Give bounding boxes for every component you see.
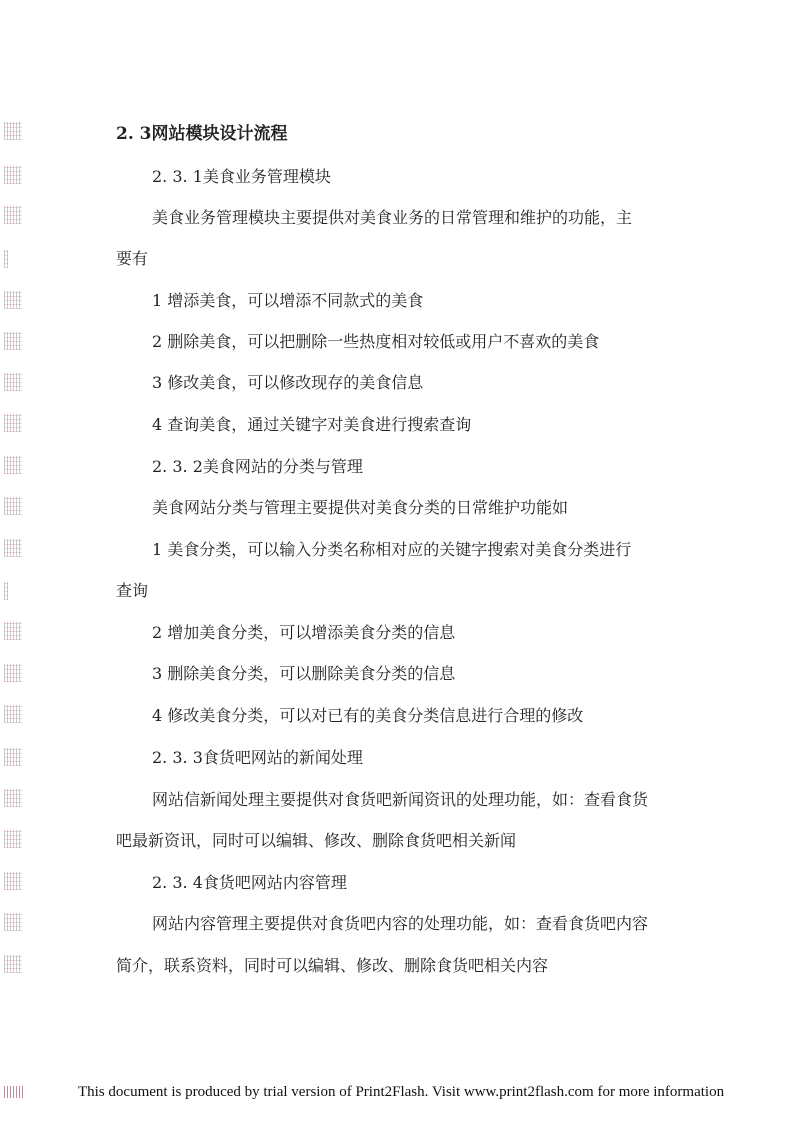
paragraph-line: 网站信新闻处理主要提供对食货吧新闻资讯的处理功能，如：查看食货: [152, 790, 649, 809]
margin-artifact: [4, 872, 22, 890]
margin-artifact: [4, 166, 22, 184]
margin-artifact: [4, 622, 22, 640]
paragraph-line: 美食业务管理模块主要提供对美食业务的日常管理和维护的功能，主: [152, 208, 633, 227]
subsection-title: 2. 3. 3食货吧网站的新闻处理: [152, 748, 363, 767]
list-item: 1 增添美食，可以增添不同款式的美食: [152, 291, 424, 310]
list-item: 3 删除美食分类，可以删除美食分类的信息: [152, 664, 456, 683]
section-heading: 2. 3网站模块设计流程: [116, 124, 288, 144]
margin-artifact: [4, 789, 22, 807]
subsection-title: 2. 3. 1美食业务管理模块: [152, 167, 331, 186]
margin-artifact: [4, 122, 22, 140]
margin-artifact: [4, 705, 22, 723]
list-item: 1 美食分类，可以输入分类名称相对应的关键字搜索对美食分类进行: [152, 540, 632, 559]
margin-artifact: [4, 291, 22, 309]
margin-artifact: [4, 456, 22, 474]
margin-artifact: [4, 206, 22, 224]
paragraph-line: 吧最新资讯，同时可以编辑、修改、删除食货吧相关新闻: [116, 831, 517, 850]
list-item: 2 删除美食，可以把删除一些热度相对较低或用户不喜欢的美食: [152, 332, 600, 351]
margin-artifact: [4, 582, 8, 600]
margin-artifact: [4, 373, 22, 391]
list-item: 查询: [116, 581, 149, 600]
paragraph-line: 简介，联系资料，同时可以编辑、修改、删除食货吧相关内容: [116, 956, 549, 975]
paragraph-line: 网站内容管理主要提供对食货吧内容的处理功能，如：查看食货吧内容: [152, 914, 649, 933]
margin-artifact: [4, 539, 22, 557]
subsection-title: 2. 3. 4食货吧网站内容管理: [152, 873, 347, 892]
list-item: 4 修改美食分类，可以对已有的美食分类信息进行合理的修改: [152, 706, 584, 725]
footer-artifact: [4, 1086, 24, 1098]
margin-artifact: [4, 497, 22, 515]
list-item: 4 查询美食，通过关键字对美食进行搜索查询: [152, 415, 472, 434]
margin-artifact: [4, 250, 8, 268]
margin-artifact: [4, 830, 22, 848]
margin-artifact: [4, 664, 22, 682]
margin-artifact: [4, 913, 22, 931]
margin-artifact: [4, 748, 22, 766]
margin-artifact: [4, 332, 22, 350]
paragraph-line: 要有: [116, 249, 149, 268]
subsection-title: 2. 3. 2美食网站的分类与管理: [152, 457, 363, 476]
list-item: 3 修改美食，可以修改现存的美食信息: [152, 373, 424, 392]
paragraph-line: 美食网站分类与管理主要提供对美食分类的日常维护功能如: [152, 498, 569, 517]
margin-artifact: [4, 414, 22, 432]
trial-version-footer: This document is produced by trial version of Print2Flash. Visit www.print2flash.com for more information: [78, 1084, 725, 1100]
margin-artifact: [4, 955, 22, 973]
list-item: 2 增加美食分类，可以增添美食分类的信息: [152, 623, 456, 642]
